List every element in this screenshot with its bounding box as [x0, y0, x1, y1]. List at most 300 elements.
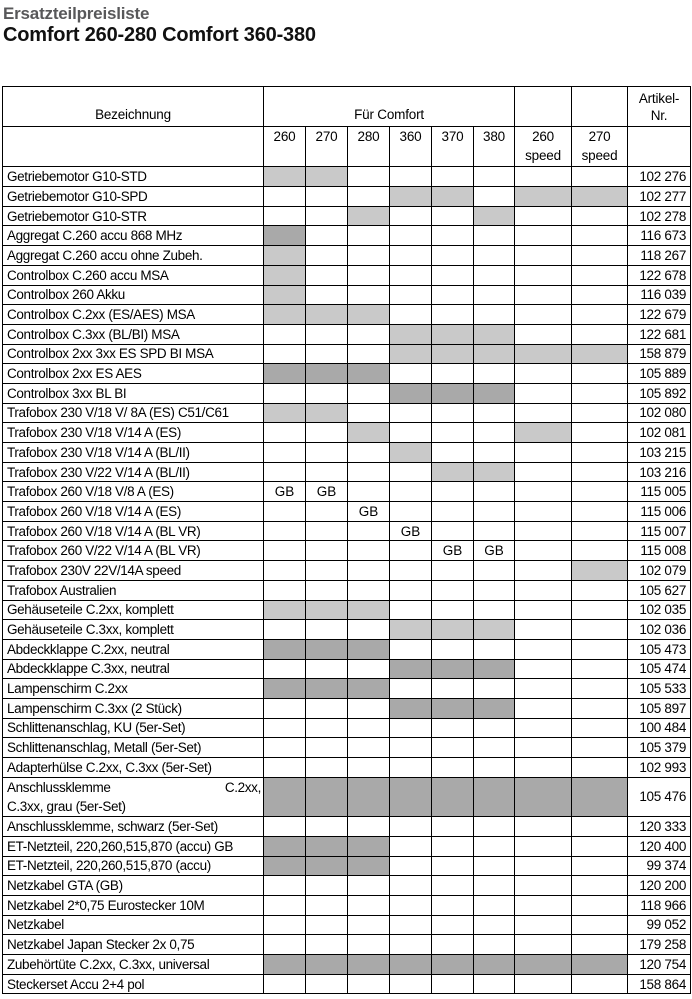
- compat-cell-270: [306, 639, 348, 659]
- compat-cell-270-speed: [572, 915, 628, 935]
- compat-cell-370: [432, 580, 474, 600]
- part-name-cell: Trafobox 260 V/18 V/8 A (ES): [3, 482, 264, 502]
- compat-cell-380: [474, 167, 515, 187]
- compat-cell-260: [264, 383, 306, 403]
- compat-cell-380: [474, 206, 515, 226]
- compat-cell-360: [390, 718, 432, 738]
- compat-cell-270-speed: [572, 679, 628, 699]
- article-number-cell: 120 400: [628, 836, 691, 856]
- compat-cell-260-speed: [515, 738, 572, 758]
- compat-cell-280: [348, 738, 390, 758]
- compat-cell-380: [474, 679, 515, 699]
- header-empty-bezeichnung: [3, 127, 264, 167]
- compat-cell-370: [432, 364, 474, 384]
- compat-cell-270: [306, 738, 348, 758]
- part-name-cell: Gehäuseteile C.2xx, komplett: [3, 600, 264, 620]
- compat-cell-270-speed: [572, 226, 628, 246]
- compat-cell-270-speed: [572, 817, 628, 837]
- compat-cell-260: [264, 423, 306, 443]
- article-number-cell: 115 006: [628, 502, 691, 522]
- compat-cell-370: [432, 265, 474, 285]
- compat-cell-380: [474, 226, 515, 246]
- compat-cell-270: [306, 226, 348, 246]
- compat-cell-280: [348, 364, 390, 384]
- part-name-cell: Abdeckklappe C.2xx, neutral: [3, 639, 264, 659]
- compat-cell-260: [264, 206, 306, 226]
- table-row: [3, 915, 691, 935]
- compat-cell-370: [432, 639, 474, 659]
- compat-cell-260-speed: [515, 561, 572, 581]
- compat-cell-270: [306, 895, 348, 915]
- compat-cell-360: [390, 541, 432, 561]
- table-row: [3, 226, 691, 246]
- compat-cell-270: [306, 955, 348, 975]
- article-number-cell: 102 278: [628, 206, 691, 226]
- part-name-cell: Trafobox 230 V/18 V/14 A (BL/II): [3, 443, 264, 463]
- compat-cell-360: [390, 679, 432, 699]
- compat-cell-260: [264, 403, 306, 423]
- table-row: [3, 738, 691, 758]
- compat-cell-280: [348, 561, 390, 581]
- compat-cell-260-speed: [515, 620, 572, 640]
- article-number-cell: 105 897: [628, 698, 691, 718]
- compat-cell-260-speed: [515, 462, 572, 482]
- compat-cell-270-speed: [572, 423, 628, 443]
- compat-cell-360: [390, 403, 432, 423]
- compat-cell-380: [474, 698, 515, 718]
- table-row: [3, 541, 691, 561]
- compat-cell-370: [432, 206, 474, 226]
- compat-cell-260: [264, 718, 306, 738]
- compat-cell-270: [306, 383, 348, 403]
- compat-cell-260-speed: [515, 265, 572, 285]
- compat-cell-380: [474, 620, 515, 640]
- table-body: [3, 167, 691, 994]
- compat-cell-270-speed: [572, 265, 628, 285]
- compat-cell-270-speed: [572, 974, 628, 994]
- table-row: [3, 187, 691, 207]
- compat-cell-360: [390, 935, 432, 955]
- part-name-cell: Getriebemotor G10-STD: [3, 167, 264, 187]
- table-row: [3, 895, 691, 915]
- column-header-fuer-comfort: Für Comfort: [264, 87, 515, 127]
- compat-cell-270-speed: [572, 639, 628, 659]
- compat-cell-270-speed: [572, 344, 628, 364]
- compat-cell-260-speed: [515, 285, 572, 305]
- page-title: Ersatzteilpreisliste: [3, 4, 150, 23]
- compat-cell-380: [474, 600, 515, 620]
- part-name-cell: Getriebemotor G10-STR: [3, 206, 264, 226]
- compat-cell-260-speed: [515, 935, 572, 955]
- compat-cell-270: [306, 167, 348, 187]
- compat-cell-380: [474, 659, 515, 679]
- table-row: [3, 482, 691, 502]
- compat-cell-360: [390, 383, 432, 403]
- article-number-cell: 120 200: [628, 876, 691, 896]
- compat-cell-280: [348, 265, 390, 285]
- article-number-cell: 116 673: [628, 226, 691, 246]
- article-number-cell: 105 627: [628, 580, 691, 600]
- compat-cell-260: [264, 462, 306, 482]
- table-row: [3, 285, 691, 305]
- compat-cell-360: [390, 482, 432, 502]
- table-row: [3, 659, 691, 679]
- compat-cell-280: [348, 462, 390, 482]
- header-row-models: [3, 127, 691, 167]
- compat-cell-270: [306, 246, 348, 266]
- compat-cell-370: [432, 167, 474, 187]
- table-row: [3, 383, 691, 403]
- compat-cell-370: [432, 698, 474, 718]
- compat-cell-260-speed: [515, 246, 572, 266]
- compat-cell-280: [348, 600, 390, 620]
- part-name-cell: Trafobox 230 V/18 V/ 8A (ES) C51/C61: [3, 403, 264, 423]
- part-name-cell: Trafobox 230V 22V/14A speed: [3, 561, 264, 581]
- compat-cell-270-speed: [572, 580, 628, 600]
- compat-cell-260: [264, 856, 306, 876]
- compat-cell-270-speed: [572, 364, 628, 384]
- compat-cell-270-speed: [572, 955, 628, 975]
- compat-cell-260-speed: [515, 502, 572, 522]
- compat-cell-280: [348, 423, 390, 443]
- part-name-cell: Aggregat C.260 accu ohne Zubeh.: [3, 246, 264, 266]
- part-name-cell: ET-Netzteil, 220,260,515,870 (accu) GB: [3, 836, 264, 856]
- compat-cell-270: [306, 206, 348, 226]
- table-row: [3, 817, 691, 837]
- compat-cell-360: [390, 561, 432, 581]
- compat-cell-260-speed: [515, 758, 572, 778]
- compat-cell-280: [348, 836, 390, 856]
- table-row: [3, 935, 691, 955]
- compat-cell-260: [264, 698, 306, 718]
- compat-cell-260-speed: [515, 521, 572, 541]
- table-row: [3, 639, 691, 659]
- article-number-cell: 105 533: [628, 679, 691, 699]
- compat-cell-260-speed: [515, 305, 572, 325]
- compat-cell-380: [474, 758, 515, 778]
- compat-cell-270-speed: [572, 285, 628, 305]
- table-row: [3, 246, 691, 266]
- compat-cell-260: [264, 817, 306, 837]
- part-name-cell: ET-Netzteil, 220,260,515,870 (accu): [3, 856, 264, 876]
- compat-cell-270-speed: [572, 206, 628, 226]
- compat-cell-260: [264, 246, 306, 266]
- compat-cell-270-speed: [572, 187, 628, 207]
- part-name-cell: Zubehörtüte C.2xx, C.3xx, universal: [3, 955, 264, 975]
- compat-cell-270-speed: [572, 758, 628, 778]
- compat-cell-370: [432, 305, 474, 325]
- compat-cell-270-speed: [572, 443, 628, 463]
- compat-cell-280: [348, 443, 390, 463]
- compat-cell-360: [390, 974, 432, 994]
- compat-cell-260: [264, 679, 306, 699]
- compat-cell-270-speed: [572, 521, 628, 541]
- compat-cell-260: [264, 974, 306, 994]
- article-number-cell: 158 864: [628, 974, 691, 994]
- compat-cell-270: GB: [306, 482, 348, 502]
- compat-cell-370: [432, 974, 474, 994]
- compat-cell-370: [432, 482, 474, 502]
- article-number-cell: 99 052: [628, 915, 691, 935]
- compat-cell-380: [474, 935, 515, 955]
- compat-cell-370: [432, 462, 474, 482]
- header-empty-260-speed: [515, 87, 572, 127]
- compat-cell-260-speed: [515, 541, 572, 561]
- compat-cell-270: [306, 836, 348, 856]
- table-header: [3, 87, 691, 167]
- article-number-cell: 120 754: [628, 955, 691, 975]
- compat-cell-260: [264, 600, 306, 620]
- compat-cell-370: [432, 659, 474, 679]
- compat-cell-370: [432, 777, 474, 817]
- compat-cell-360: [390, 620, 432, 640]
- compat-cell-260: [264, 226, 306, 246]
- artikel-header-line1: Artikel-: [638, 90, 680, 106]
- compat-cell-270: [306, 541, 348, 561]
- compat-cell-280: [348, 324, 390, 344]
- compat-cell-380: [474, 777, 515, 817]
- compat-cell-260-speed: [515, 167, 572, 187]
- compat-cell-260: [264, 955, 306, 975]
- part-name-cell: Aggregat C.260 accu 868 MHz: [3, 226, 264, 246]
- compat-cell-370: [432, 246, 474, 266]
- compat-cell-270-speed: [572, 305, 628, 325]
- compat-cell-260-speed: [515, 856, 572, 876]
- compat-cell-380: [474, 462, 515, 482]
- compat-cell-360: [390, 206, 432, 226]
- part-name-cell: Netzkabel 2*0,75 Eurostecker 10M: [3, 895, 264, 915]
- compat-cell-260-speed: [515, 403, 572, 423]
- compat-cell-380: [474, 974, 515, 994]
- compat-cell-270: [306, 462, 348, 482]
- compat-cell-260: [264, 639, 306, 659]
- compat-cell-270: [306, 187, 348, 207]
- compat-cell-270: [306, 915, 348, 935]
- compat-cell-260-speed: [515, 600, 572, 620]
- compat-cell-370: GB: [432, 541, 474, 561]
- compat-cell-360: [390, 167, 432, 187]
- compat-cell-260: [264, 521, 306, 541]
- compat-cell-360: [390, 285, 432, 305]
- compat-cell-360: [390, 777, 432, 817]
- compat-cell-270-speed: [572, 777, 628, 817]
- table-row: [3, 620, 691, 640]
- table-row: [3, 777, 691, 817]
- compat-cell-260: [264, 620, 306, 640]
- compat-cell-260: [264, 167, 306, 187]
- column-header-370: 370: [432, 127, 474, 167]
- compat-cell-280: [348, 580, 390, 600]
- article-number-cell: 102 080: [628, 403, 691, 423]
- compat-cell-260-speed: [515, 718, 572, 738]
- table-row: [3, 403, 691, 423]
- compat-cell-280: GB: [348, 502, 390, 522]
- compat-cell-380: [474, 718, 515, 738]
- compat-cell-280: [348, 541, 390, 561]
- compat-cell-260: [264, 738, 306, 758]
- compat-cell-270: [306, 777, 348, 817]
- compat-cell-260: [264, 758, 306, 778]
- article-number-cell: 102 277: [628, 187, 691, 207]
- compat-cell-370: [432, 600, 474, 620]
- compat-cell-270-speed: [572, 600, 628, 620]
- column-header-270: 270: [306, 127, 348, 167]
- table-row: [3, 679, 691, 699]
- compat-cell-260: [264, 187, 306, 207]
- compat-cell-280: [348, 758, 390, 778]
- table-row: [3, 876, 691, 896]
- compat-cell-260-speed: [515, 915, 572, 935]
- compat-cell-270: [306, 974, 348, 994]
- compat-cell-270: [306, 265, 348, 285]
- table-row: [3, 324, 691, 344]
- compat-cell-380: [474, 443, 515, 463]
- compat-cell-370: [432, 285, 474, 305]
- compat-cell-260: [264, 876, 306, 896]
- article-number-cell: 118 267: [628, 246, 691, 266]
- compat-cell-370: [432, 895, 474, 915]
- speed-column-number: 260: [532, 129, 554, 145]
- compat-cell-280: [348, 915, 390, 935]
- compat-cell-380: [474, 955, 515, 975]
- part-name-cell: Controlbox 3xx BL BI: [3, 383, 264, 403]
- table-row: [3, 462, 691, 482]
- compat-cell-380: [474, 817, 515, 837]
- compat-cell-280: [348, 935, 390, 955]
- part-name-cell: Trafobox 260 V/18 V/14 A (BL VR): [3, 521, 264, 541]
- table-row: [3, 443, 691, 463]
- compat-cell-270: [306, 324, 348, 344]
- compat-cell-370: [432, 344, 474, 364]
- compat-cell-270-speed: [572, 718, 628, 738]
- compat-cell-380: [474, 423, 515, 443]
- compat-cell-270: [306, 285, 348, 305]
- compat-cell-380: [474, 265, 515, 285]
- compat-cell-380: [474, 639, 515, 659]
- compat-cell-260-speed: [515, 364, 572, 384]
- compat-cell-280: [348, 817, 390, 837]
- table-row: [3, 502, 691, 522]
- compat-cell-270-speed: [572, 561, 628, 581]
- compat-cell-360: [390, 659, 432, 679]
- part-name-cell: Netzkabel: [3, 915, 264, 935]
- table-row: [3, 167, 691, 187]
- article-number-cell: 102 993: [628, 758, 691, 778]
- table-row: [3, 561, 691, 581]
- article-number-cell: 103 216: [628, 462, 691, 482]
- compat-cell-370: [432, 718, 474, 738]
- compat-cell-280: [348, 679, 390, 699]
- part-name-cell: Trafobox 230 V/18 V/14 A (ES): [3, 423, 264, 443]
- article-number-cell: 120 333: [628, 817, 691, 837]
- compat-cell-360: [390, 955, 432, 975]
- article-number-cell: 102 081: [628, 423, 691, 443]
- part-name-cell: Gehäuseteile C.3xx, komplett: [3, 620, 264, 640]
- compat-cell-380: [474, 895, 515, 915]
- compat-cell-360: [390, 876, 432, 896]
- compat-cell-260: [264, 502, 306, 522]
- article-number-cell: 122 679: [628, 305, 691, 325]
- compat-cell-260: [264, 265, 306, 285]
- compat-cell-270: [306, 935, 348, 955]
- header-row-groups: [3, 87, 691, 127]
- table-row: [3, 265, 691, 285]
- compat-cell-360: [390, 639, 432, 659]
- compat-cell-380: [474, 403, 515, 423]
- compat-cell-270-speed: [572, 935, 628, 955]
- compat-cell-260-speed: [515, 895, 572, 915]
- part-name-cell: Adapterhülse C.2xx, C.3xx (5er-Set): [3, 758, 264, 778]
- compat-cell-380: [474, 305, 515, 325]
- part-name-cell: Controlbox C.2xx (ES/AES) MSA: [3, 305, 264, 325]
- compat-cell-360: [390, 758, 432, 778]
- compat-cell-360: [390, 364, 432, 384]
- part-name-cell: Schlittenanschlag, Metall (5er-Set): [3, 738, 264, 758]
- compat-cell-260: [264, 915, 306, 935]
- compat-cell-270: [306, 659, 348, 679]
- compat-cell-280: [348, 974, 390, 994]
- compat-cell-280: [348, 246, 390, 266]
- compat-cell-370: [432, 187, 474, 207]
- compat-cell-260-speed: [515, 383, 572, 403]
- article-number-cell: 105 892: [628, 383, 691, 403]
- article-number-cell: 105 473: [628, 639, 691, 659]
- compat-cell-370: [432, 561, 474, 581]
- compat-cell-370: [432, 324, 474, 344]
- part-name-cell: Controlbox 2xx ES AES: [3, 364, 264, 384]
- compat-cell-380: [474, 383, 515, 403]
- compat-cell-370: [432, 935, 474, 955]
- compat-cell-370: [432, 856, 474, 876]
- compat-cell-260: GB: [264, 482, 306, 502]
- compat-cell-360: GB: [390, 521, 432, 541]
- compat-cell-360: [390, 443, 432, 463]
- compat-cell-370: [432, 423, 474, 443]
- part-name-cell: Netzkabel GTA (GB): [3, 876, 264, 896]
- compat-cell-270-speed: [572, 324, 628, 344]
- compat-cell-360: [390, 836, 432, 856]
- compat-cell-260-speed: [515, 580, 572, 600]
- compat-cell-370: [432, 226, 474, 246]
- compat-cell-260: [264, 561, 306, 581]
- compat-cell-270-speed: [572, 167, 628, 187]
- compat-cell-270: [306, 364, 348, 384]
- compat-cell-270-speed: [572, 856, 628, 876]
- compat-cell-360: [390, 738, 432, 758]
- compat-cell-270: [306, 580, 348, 600]
- compat-cell-260: [264, 836, 306, 856]
- compat-cell-380: [474, 324, 515, 344]
- compat-cell-280: [348, 777, 390, 817]
- compat-cell-270-speed: [572, 502, 628, 522]
- compat-cell-380: [474, 561, 515, 581]
- compat-cell-380: [474, 285, 515, 305]
- part-name-cell: Controlbox 2xx 3xx ES SPD BI MSA: [3, 344, 264, 364]
- article-number-cell: 105 379: [628, 738, 691, 758]
- table-row: [3, 364, 691, 384]
- compat-cell-360: [390, 698, 432, 718]
- compat-cell-380: [474, 521, 515, 541]
- compat-cell-260-speed: [515, 344, 572, 364]
- compat-cell-280: [348, 639, 390, 659]
- compat-cell-270-speed: [572, 698, 628, 718]
- compat-cell-260: [264, 344, 306, 364]
- compat-cell-360: [390, 324, 432, 344]
- article-number-cell: 105 476: [628, 777, 691, 817]
- compat-cell-360: [390, 462, 432, 482]
- part-name-cell: Trafobox 260 V/22 V/14 A (BL VR): [3, 541, 264, 561]
- compat-cell-370: [432, 383, 474, 403]
